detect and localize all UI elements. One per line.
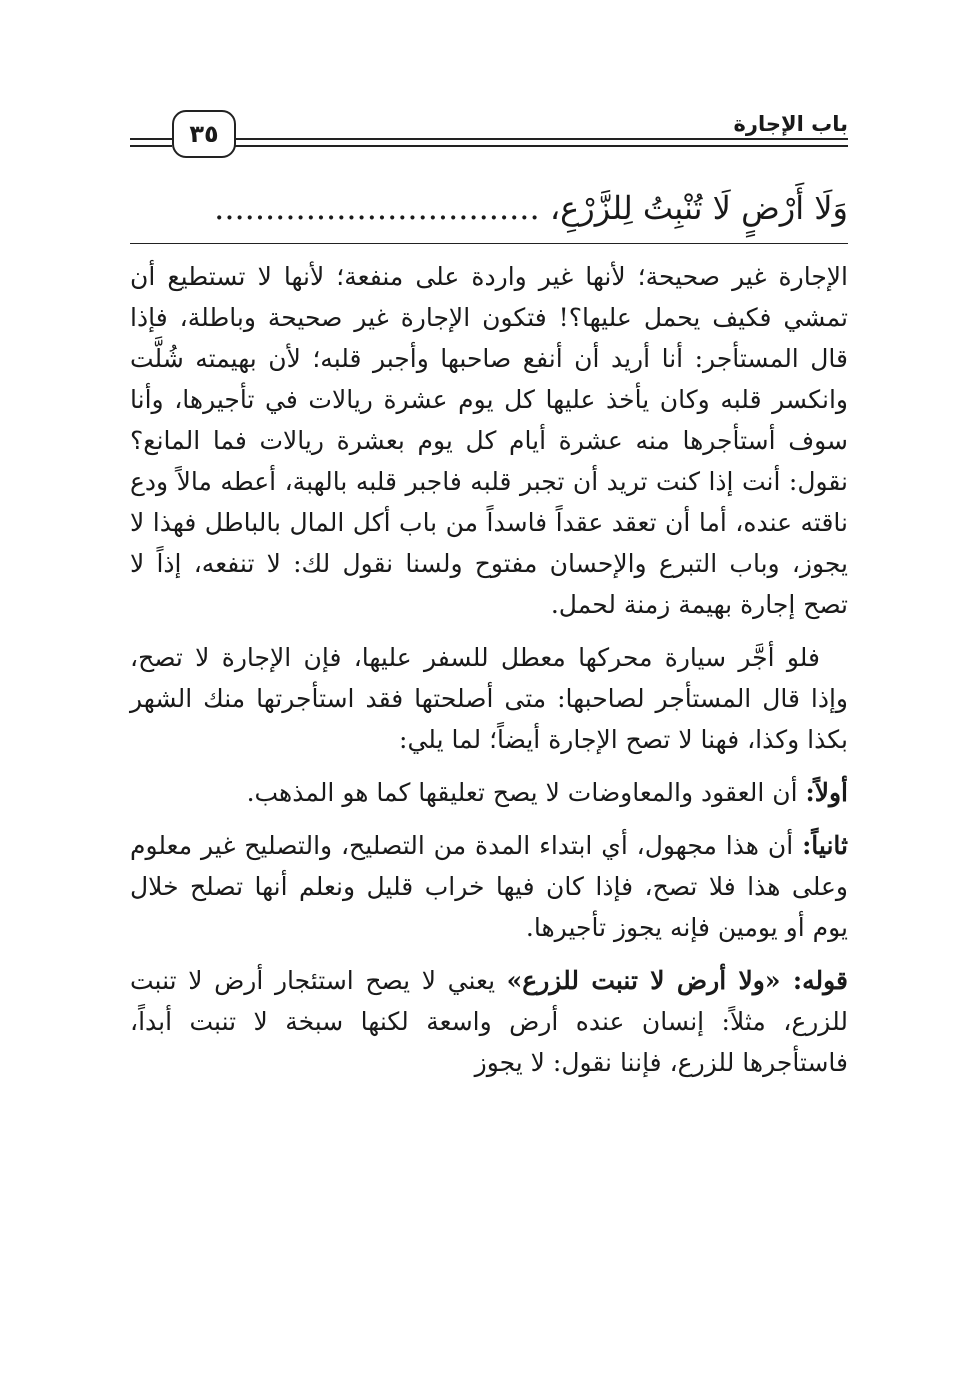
running-head-title: باب الإجارة: [733, 112, 848, 136]
paragraph: [130, 256, 848, 625]
page-number: ٣٥: [172, 110, 236, 158]
matn-text: وَلَا أَرْضٍ لَا تُنْبِتُ لِلزَّرْعِ، ................................: [214, 189, 848, 227]
paragraph: [130, 825, 848, 948]
matn-divider: [130, 243, 848, 244]
paragraph-text: فلو أجَّر سيارة محركها معطل للسفر عليها، فإن الإجارة لا تصح، وإذا قال المستأجر لصاحبها: متى أصلحتها فقد استأجرتها منك الشهر بكذا وكذا، فهنا لا تصح الإجارة أيضاً؛ لما يلي:: [130, 643, 848, 754]
paragraph-text: يعني لا يصح استئجار أرض لا تنبت للزرع، مثلاً: إنسان عنده أرض واسعة لكنها سبخة لا تنبت أبداً، فاستأجرها للزرع، فإننا نقول: لا يجوز: [130, 966, 848, 1077]
paragraph: [130, 637, 848, 760]
paragraph: [130, 960, 848, 1083]
header-rule-left: [130, 145, 172, 147]
paragraph-text: أن هذا مجهول، أي ابتداء المدة من التصليح، والتصليح غير معلوم وعلى هذا فلا تصح، فإذا كان فيها خراب قليل ونعلم أنها تصلح خلال يوم أو يومين فإنه يجوز تأجيرها.: [130, 831, 848, 942]
paragraph: [130, 772, 848, 813]
header-rule-right: [234, 145, 848, 147]
paragraph-lead: ثانياً:: [802, 831, 848, 860]
paragraph-text: الإجارة غير صحيحة؛ لأنها غير واردة على منفعة؛ لأنها لا تستطيع أن تمشي فكيف يحمل عليها؟! فتكون الإجارة غير صحيحة وباطلة، فإذا قال المستأجر: أنا أريد أن أنفع صاحبها وأجبر قلبه؛ لأن بهيمته شُلَّت وانكسر قلبه وكان يأخذ عليها كل يوم عشرة ريالات في تأجيرها، وأنا سوف أستأجرها منه عشرة أيام كل يوم بعشرة ريالات فما المانع؟ نقول: أنت إذا كنت تريد أن تجبر قلبه فاجبر قلبه بالهبة، أعطه مالاً ودع ناقته عنده، أما أن تعقد عقداً فاسداً من باب أكل المال بالباطل فهذا لا يجوز، وباب التبرع والإحسان مفتوح ولسنا نقول لك: لا تنفعه، إذاً لا تصح إجارة بهيمة زمنة لحمل.: [130, 262, 848, 619]
header-rule-left: [130, 138, 172, 140]
page-header: [130, 110, 848, 158]
header-rule-right: [234, 138, 848, 140]
commentary-body: [130, 256, 848, 1083]
paragraph-lead: قوله: «ولا أرض لا تنبت للزرع»: [506, 966, 848, 995]
paragraph-lead: أولاً:: [805, 778, 848, 807]
paragraph-text: أن العقود والمعاوضات لا يصح تعليقها كما هو المذهب.: [246, 778, 798, 807]
